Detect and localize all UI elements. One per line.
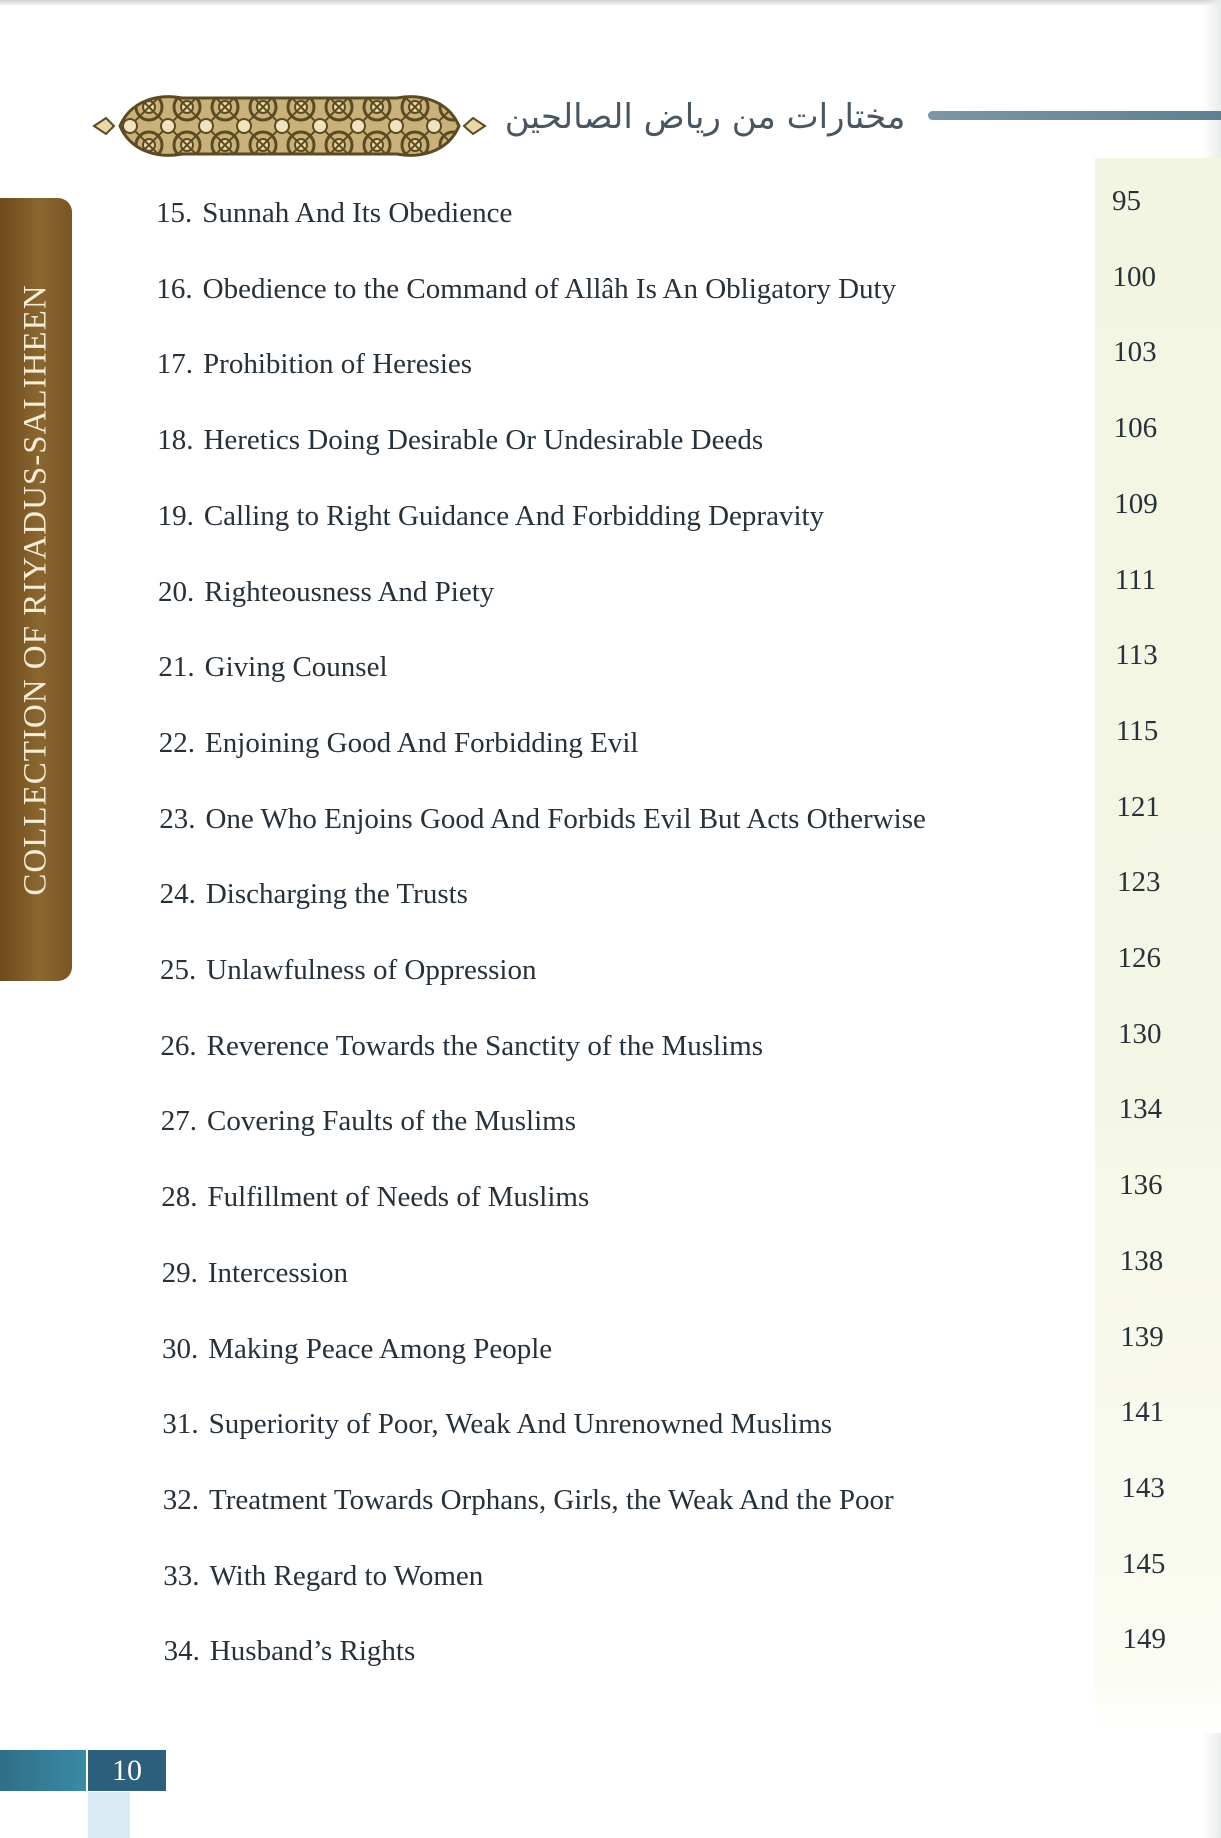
toc-entry-page: 111 (1114, 563, 1157, 596)
toc-entry-title (161, 1101, 576, 1141)
toc-entry-number: 33. (163, 1559, 200, 1592)
toc-entry-title (159, 723, 639, 763)
toc-entry-title (158, 647, 387, 687)
toc-entry-title (157, 420, 763, 460)
toc-entry-number: 29. (161, 1256, 198, 1289)
page-number: 10 (112, 1754, 142, 1787)
toc-entry-number: 26. (160, 1029, 197, 1062)
toc-entry-text: Righteousness And Piety (204, 575, 495, 608)
page-top-shadow (0, 0, 1221, 6)
toc-entry-page: 113 (1115, 639, 1158, 672)
toc-entry-title (159, 799, 926, 839)
toc-entry-title (162, 1404, 832, 1444)
toc-entry-number: 17. (156, 348, 194, 381)
footer-accent-bar (0, 1750, 86, 1791)
toc-entry-text: Prohibition of Heresies (203, 348, 473, 381)
arabesque-ornament-icon (92, 88, 487, 164)
toc-entry-title (160, 874, 468, 914)
header-rule-line (928, 111, 1221, 120)
toc-entry-number: 31. (162, 1408, 199, 1441)
toc-entry-number: 25. (160, 954, 197, 986)
toc-entry-text: Treatment Towards Orphans, Girls, the Weak And the Poor (209, 1483, 894, 1516)
toc-entry-text: Fulfillment of Needs of Muslims (207, 1181, 590, 1214)
toc-entry-number: 15. (156, 197, 193, 229)
toc-entry-number: 18. (157, 424, 194, 457)
toc-entry-page: 136 (1119, 1169, 1163, 1202)
toc-entry-number: 34. (163, 1635, 200, 1668)
toc-entry-number: 19. (157, 499, 194, 532)
toc-entry-page: 109 (1114, 487, 1158, 520)
toc-entry-page: 139 (1120, 1320, 1164, 1353)
toc-entry-number: 27. (160, 1105, 198, 1138)
toc-entry-page: 115 (1115, 714, 1159, 747)
toc-entry-text: Calling to Right Guidance And Forbidding Depravity (203, 499, 825, 532)
header-arabic-title: مختارات من رياض الصالحين (504, 97, 906, 137)
toc-entry-text: Discharging the Trusts (205, 878, 468, 911)
toc-entry-page: 130 (1118, 1017, 1162, 1050)
toc-entry-title (160, 950, 536, 990)
toc-entry-text: Covering Faults of the Muslims (207, 1105, 576, 1138)
toc-entry-title (156, 269, 896, 309)
toc-entry-page: 100 (1112, 260, 1157, 293)
toc-entry-text: Husband’s Rights (209, 1635, 416, 1668)
toc-entry-title (162, 1253, 348, 1293)
toc-entry-title (157, 344, 472, 384)
toc-entry-text: Intercession (207, 1256, 348, 1289)
toc-entry-title (156, 193, 512, 233)
toc-entry-title (158, 572, 494, 612)
toc-entry-number: 16. (156, 272, 193, 305)
toc-entry-page: 95 (1112, 185, 1141, 217)
toc-entry-text: Heretics Doing Desirable Or Undesirable Deeds (203, 424, 764, 457)
toc-entry-number: 30. (162, 1332, 199, 1365)
toc-entry-page: 138 (1119, 1244, 1164, 1277)
toc-entry-title (161, 1177, 589, 1217)
toc-entry-title (160, 1026, 763, 1066)
toc-entry-text: Giving Counsel (204, 651, 388, 684)
toc-entry-page: 149 (1122, 1623, 1166, 1656)
toc-entry-page: 123 (1116, 866, 1161, 899)
toc-entry-title (164, 1631, 416, 1671)
toc-entry-text: Enjoining Good And Forbidding Evil (205, 726, 639, 759)
toc-entry-page: 121 (1116, 790, 1160, 823)
toc-entry-text: With Regard to Women (209, 1559, 484, 1592)
toc-entry-number: 23. (159, 802, 196, 835)
toc-entry-page: 145 (1121, 1547, 1166, 1580)
toc-entry-text: Unlawfulness of Oppression (206, 954, 537, 986)
toc-entry-number: 22. (158, 726, 196, 759)
toc-entry-title (163, 1556, 483, 1596)
toc-entry-page: 103 (1113, 336, 1157, 369)
toc-entry-page: 141 (1120, 1396, 1165, 1429)
toc-entry-number: 24. (159, 878, 196, 911)
footer-light-block (88, 1792, 130, 1838)
toc-entry-title (162, 1329, 552, 1369)
toc-entry-number: 28. (161, 1181, 198, 1214)
toc-entry-number: 21. (158, 651, 195, 684)
toc-entry-text: Reverence Towards the Sanctity of the Muslims (206, 1029, 764, 1062)
toc-entry-text: Sunnah And Its Obedience (202, 197, 513, 229)
toc-entry-title (163, 1480, 894, 1520)
toc-entry-text: Superiority of Poor, Weak And Unrenowned Muslims (208, 1408, 833, 1441)
toc-entry-text: One Who Enjoins Good And Forbids Evil But Acts Otherwise (205, 802, 926, 835)
toc-entry-page: 106 (1113, 412, 1158, 445)
toc-entry-page: 143 (1121, 1471, 1165, 1504)
toc-entry-number: 32. (162, 1483, 200, 1516)
spine-title: COLLECTION OF RIYADUS-SALIHEEN (17, 284, 54, 896)
toc-entry-number: 20. (158, 575, 195, 608)
toc-entry-title (158, 496, 824, 536)
toc-entry-page: 126 (1117, 942, 1161, 974)
toc-entry-text: Making Peace Among People (208, 1332, 553, 1365)
toc-entry-text: Obedience to the Command of Allâh Is An Obligatory Duty (202, 272, 897, 305)
toc-entry-page: 134 (1118, 1093, 1163, 1126)
